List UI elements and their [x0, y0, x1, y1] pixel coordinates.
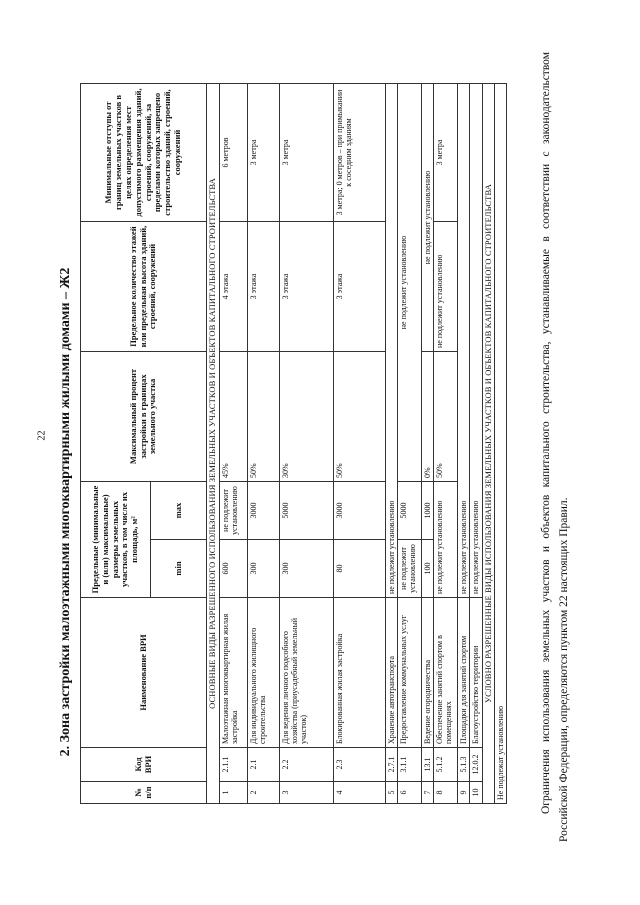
row-floors: 3 этажа [333, 222, 385, 352]
header-num: № п/п [81, 782, 207, 804]
header-setback: Минимальные отступы от границ земельных участков в целях определения мест допустимого размещения зданий, строений, сооружений, за пределами которых запрещено строительство зданий, строений, сооружений [81, 84, 207, 222]
row-name: Обеспечение занятий спортом в помещениях [434, 598, 458, 748]
row-num: 1 [219, 782, 247, 804]
rotated-page-content [52, 42, 602, 862]
row-max: 5000 [279, 482, 333, 540]
row-percent: 0% [421, 352, 433, 482]
table-row [397, 84, 421, 804]
table-row [385, 84, 397, 804]
row-percent: 30% [279, 352, 333, 482]
row-min: 80 [333, 540, 385, 598]
row-code: 3.1.1 [397, 748, 421, 782]
row-not-set: не подлежит установлению [458, 84, 470, 598]
row-name: Ведение огородничества [421, 598, 433, 748]
page-title: 2. Зона застройки малоэтажными многоквартирными жилыми домами – Ж2 [58, 267, 73, 757]
header-size: Предельные (минимальные и (или) максимальные) размеры земельных участков, в том числе их площадь, м² [81, 482, 151, 598]
row-setback: 3 метра [434, 84, 458, 222]
row-max: 1000 [421, 482, 433, 540]
row-name: Хранение автотранспорта [385, 598, 397, 748]
row-min: 300 [247, 540, 279, 598]
header-max: max [151, 482, 207, 540]
footer-paragraph [538, 52, 574, 842]
row-num: 8 [434, 782, 458, 804]
row-code: 2.1.1 [219, 748, 247, 782]
row-max: 3000 [247, 482, 279, 540]
table-row [219, 84, 247, 804]
section-conditional-row [482, 84, 495, 804]
section-conditional: УСЛОВНО РАЗРЕШЕННЫЕ ВИДЫ ИСПОЛЬЗОВАНИЯ ЗЕМЕЛЬНЫХ УЧАСТКОВ И ОБЪЕКТОВ КАПИТАЛЬНОГО СТРОИТЕЛЬСТВА [482, 84, 495, 804]
row-num: 6 [397, 782, 421, 804]
row-num: 4 [333, 782, 385, 804]
table-row [421, 84, 433, 804]
row-setback: 3 метра; 0 метров – при примыкании к соседним зданиям [333, 84, 385, 222]
row-floors: не подлежит установлению [434, 222, 458, 352]
row-num: 5 [385, 782, 397, 804]
row-floors: 3 этажа [247, 222, 279, 352]
row-floors: 3 этажа [279, 222, 333, 352]
table-row [434, 84, 458, 804]
row-code: 2.2 [279, 748, 333, 782]
row-name: Для ведения личного подсобного хозяйства (приусадебный земельный участок) [279, 598, 333, 748]
row-num: 9 [458, 782, 470, 804]
row-name: Для индивидуального жилищного строительства [247, 598, 279, 748]
row-not-set: не подлежит установлению [421, 84, 433, 352]
header-row [81, 84, 151, 804]
row-min: не подлежит установлению [397, 540, 421, 598]
header-floors: Предельное количество этажей или предельная высота зданий, строений, сооружений [81, 222, 207, 352]
row-code: 5.1.2 [434, 748, 458, 782]
section-conditional-note: Не подлежат установлению [495, 84, 507, 804]
row-num: 7 [421, 782, 433, 804]
section-conditional-note-row [495, 84, 507, 804]
row-percent: 45% [219, 352, 247, 482]
row-size: не подлежит установлению [434, 482, 458, 598]
row-code: 2.3 [333, 748, 385, 782]
row-num: 2 [247, 782, 279, 804]
row-not-set: не подлежит установлению [397, 84, 421, 482]
row-max: не подлежит установлению [219, 482, 247, 540]
row-not-set: не подлежит установлению [470, 84, 482, 598]
row-name: Блокированная жилая застройка [333, 598, 385, 748]
row-percent: 50% [434, 352, 458, 482]
header-min: min [151, 540, 207, 598]
table-row [470, 84, 482, 804]
row-min: 600 [219, 540, 247, 598]
table-row [458, 84, 470, 804]
row-min: 300 [279, 540, 333, 598]
row-not-set: не подлежит установлению [385, 84, 397, 598]
row-code: 2.1 [247, 748, 279, 782]
section-main-row [207, 84, 220, 804]
zoning-table [80, 83, 507, 804]
row-name: Предоставление коммунальных услуг [397, 598, 421, 748]
row-setback: 6 метров [219, 84, 247, 222]
row-name: Малоэтажная многоквартирная жилая застройка [219, 598, 247, 748]
row-name: Благоустройство территории [470, 598, 482, 748]
row-code: 2.7.1 [385, 748, 397, 782]
header-percent: Максимальный процент застройки в границах земельного участка [81, 352, 207, 482]
footer-text: Ограничения использования земельных участков и объектов капитального строительства, устанавливаемые в соответствии с законодательством Российской Федерации, определяются пунктом 22 настоящих Правил. [540, 52, 570, 842]
row-name: Площадки для занятий спортом [458, 598, 470, 748]
row-floors: 4 этажа [219, 222, 247, 352]
row-num: 10 [470, 782, 482, 804]
row-setback: 3 метра [279, 84, 333, 222]
row-max: 5000 [397, 482, 421, 540]
row-min: 100 [421, 540, 433, 598]
row-percent: 50% [333, 352, 385, 482]
header-code: Код ВРИ [81, 748, 207, 782]
row-code: 5.1.3 [458, 748, 470, 782]
section-main: ОСНОВНЫЕ ВИДЫ РАЗРЕШЕННОГО ИСПОЛЬЗОВАНИЯ ЗЕМЕЛЬНЫХ УЧАСТКОВ И ОБЪЕКТОВ КАПИТАЛЬНОГО СТРОИТЕЛЬСТВА [207, 84, 220, 804]
row-percent: 50% [247, 352, 279, 482]
page-number: 22 [36, 430, 48, 441]
row-code: 12.0.2 [470, 748, 482, 782]
row-setback: 3 метра [247, 84, 279, 222]
row-num: 3 [279, 782, 333, 804]
row-max: 3000 [333, 482, 385, 540]
table-row [333, 84, 385, 804]
header-name: Наименование ВРИ [81, 598, 207, 748]
table-row [247, 84, 279, 804]
table-row [279, 84, 333, 804]
row-code: 13.1 [421, 748, 433, 782]
